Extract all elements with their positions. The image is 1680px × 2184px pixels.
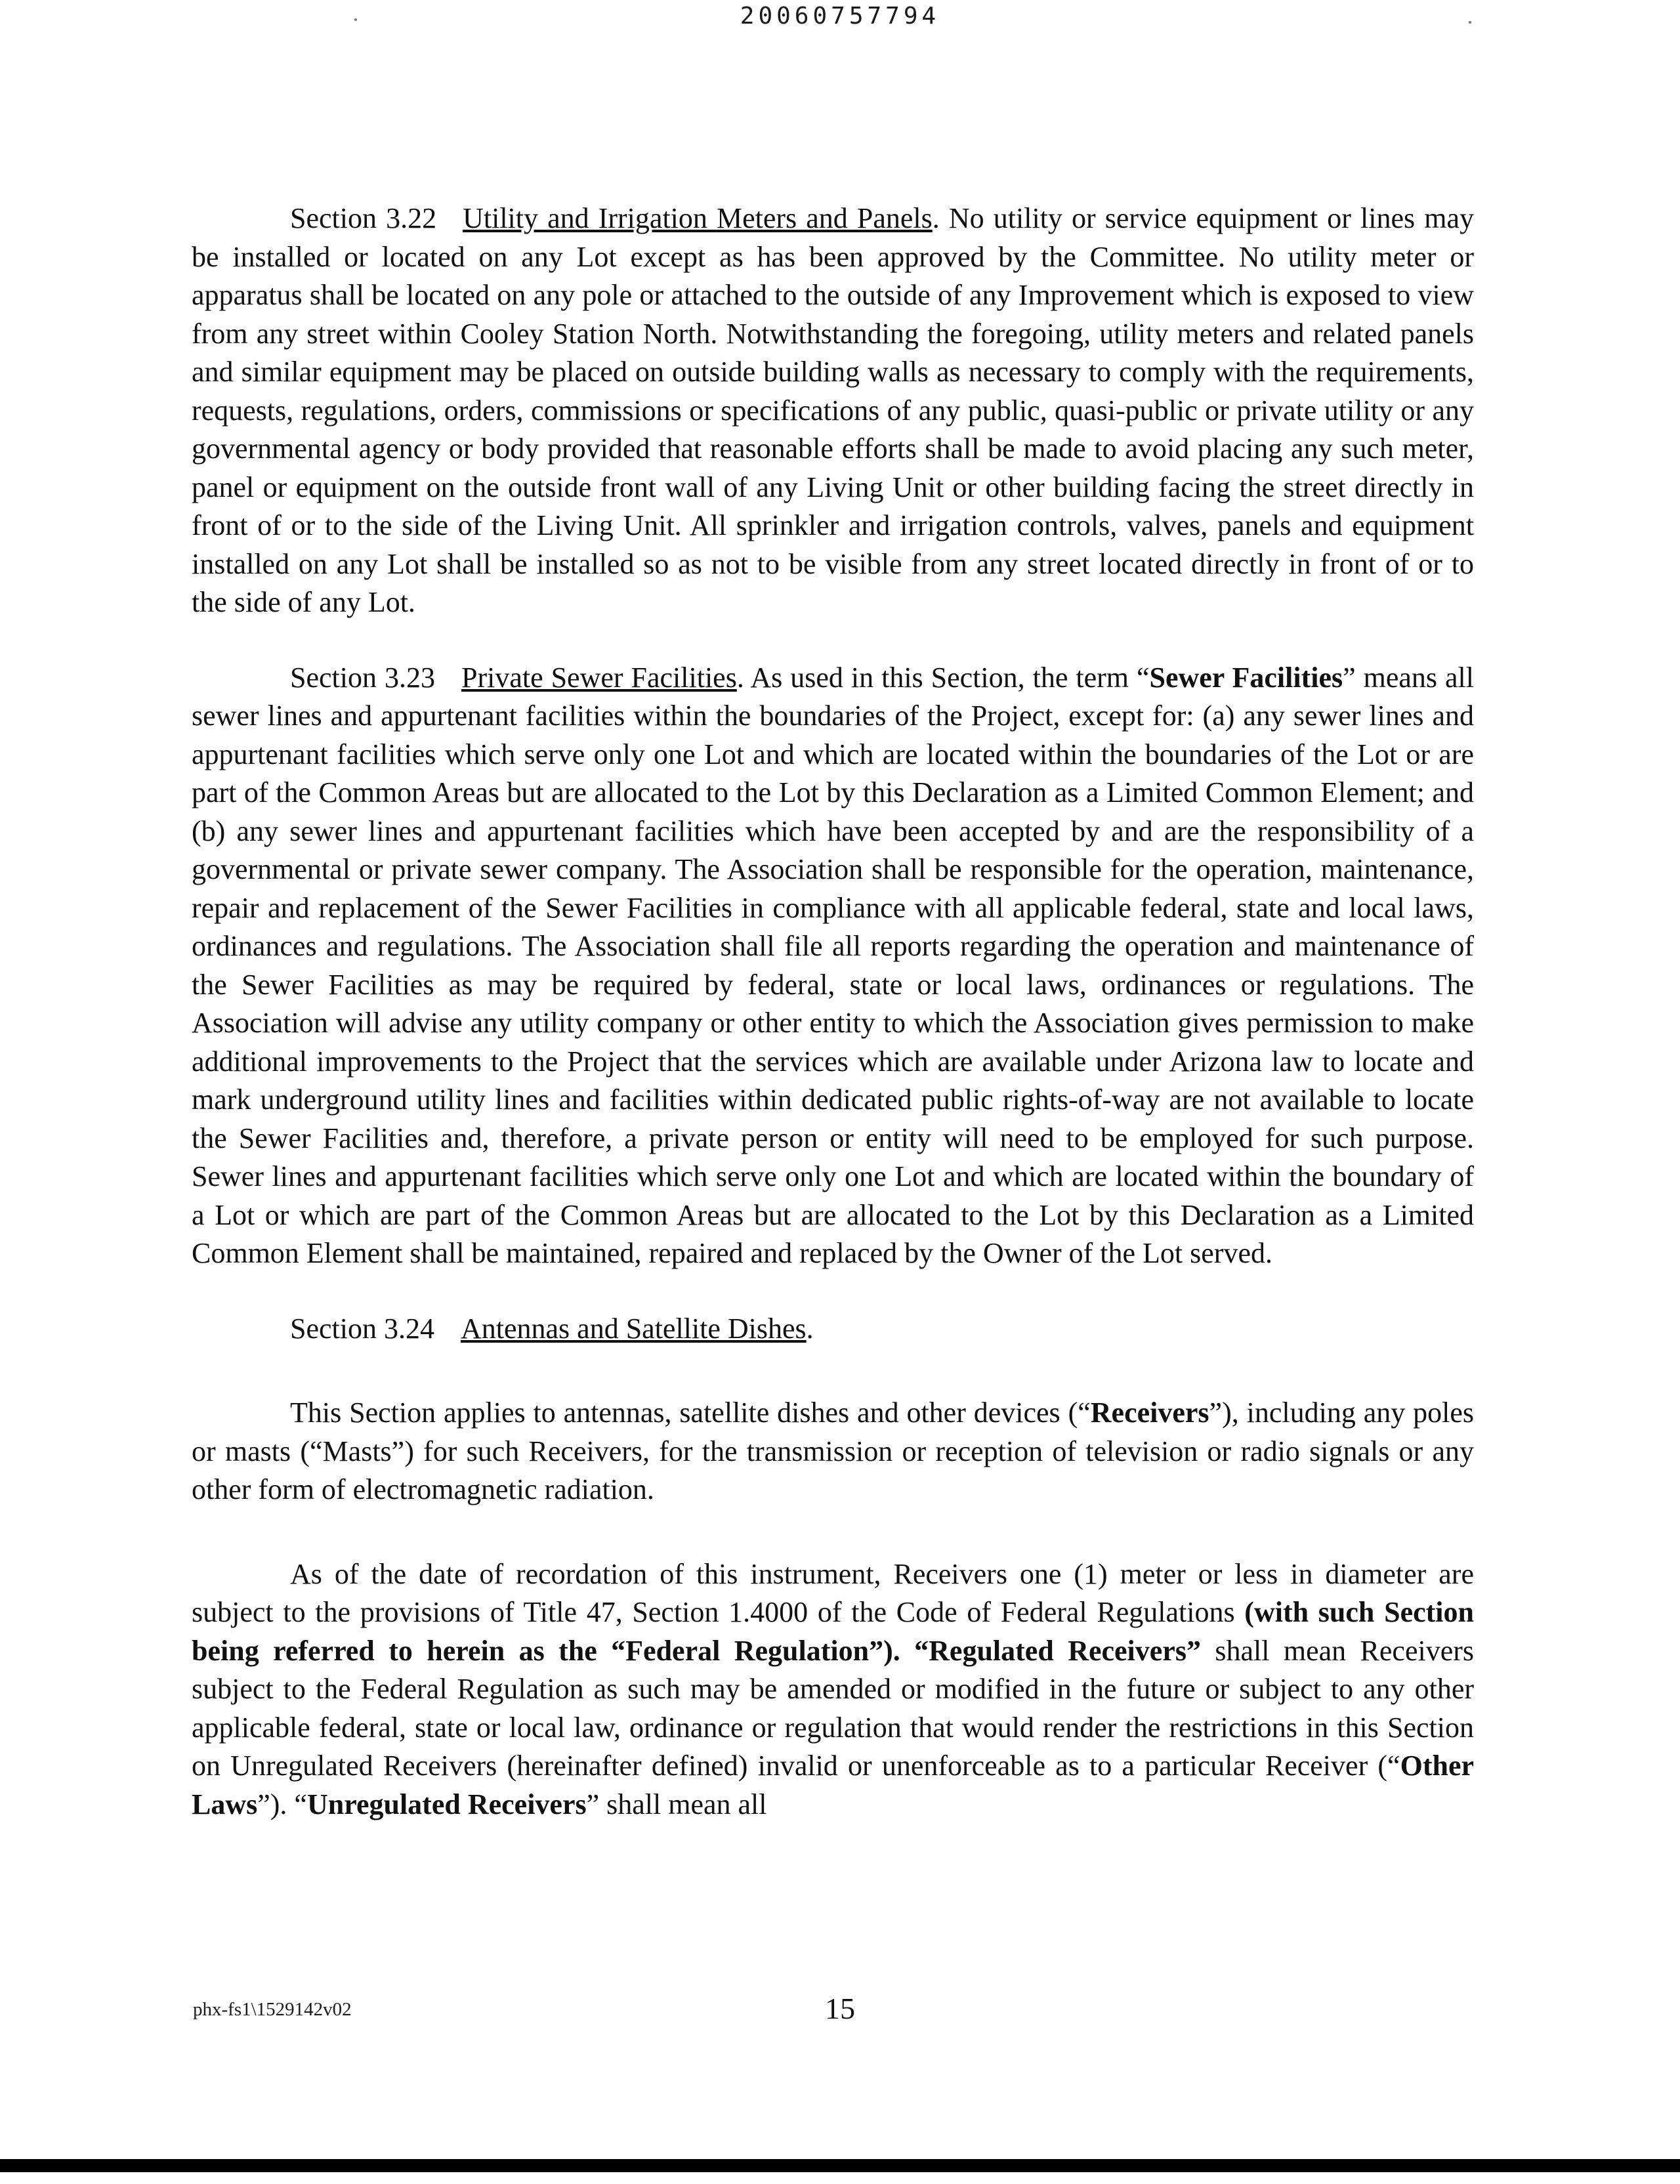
defined-term: (with such Section being referred to herein as the “Federal Regulation”). (192, 1596, 1474, 1667)
section-3-24-paragraph-1 (192, 1394, 1474, 1509)
section-heading: Antennas and Satellite Dishes (460, 1312, 807, 1345)
defined-term: “Regulated Receivers” (914, 1634, 1201, 1667)
paragraph-text (900, 1635, 914, 1667)
section-3-24-paragraph-2 (192, 1555, 1474, 1824)
section-text: . As used in this Section, the term “ (736, 661, 1150, 694)
section-heading: Utility and Irrigation Meters and Panels (463, 202, 933, 234)
page-number: 15 (825, 1992, 855, 2025)
section-number: Section 3.22 (290, 202, 437, 234)
footer-document-id: phx-fs1\1529142v02 (193, 1999, 352, 2020)
scan-speck (354, 18, 357, 21)
section-heading: Private Sewer Facilities (461, 661, 737, 694)
document-number: 20060757794 (740, 3, 940, 30)
scan-edge-bar (0, 2159, 1680, 2172)
defined-term: Sewer Facilities (1149, 661, 1343, 694)
paragraph-text: ” shall mean all (586, 1788, 767, 1820)
defined-term: Receivers (1090, 1396, 1209, 1429)
paragraph-text: ”). “ (257, 1788, 307, 1820)
section-text: ” means all sewer lines and appurtenant facilities within the boundaries of the Project, except for: (a) any sewer lines and appurtenant facilities which serve only one Lot and which are located within the boundaries of the Lot or are part of the Common Areas but are allocated to the Lot by this Declaration as a Limited Common Element; and (b) any sewer lines and appurtenant facilities which have been accepted by and are the responsibility of a governmental or private sewer company. The Association shall be responsible for the operation, maintenance, repair and replacement of the Sewer Facilities in compliance with all applicable federal, state and local laws, ordinances and regulations. The Association shall file all reports regarding the operation and maintenance of the Sewer Facilities as may be required by federal, state or local laws, ordinances or regulations. The Association will advise any utility company or other entity to which the Association gives permission to make additional improvements to the Project that the services which are available under Arizona law to locate and mark underground utility lines and facilities within dedicated public rights-of-way are not available to locate the Sewer Facilities and, therefore, a private person or entity will need to be employed for such purpose. Sewer lines and appurtenant facilities which serve only one Lot and which are located within the boundary of a Lot or which are part of the Common Areas but are allocated to the Lot by this Declaration as a Limited Common Element shall be maintained, repaired and replaced by the Owner of the Lot served. (192, 661, 1474, 1269)
section-number: Section 3.24 (290, 1312, 434, 1345)
section-text: . No utility or service equipment or lines may be installed or located on any Lot except as has been approved by the Committee. No utility meter or apparatus shall be located on any pole or attached to the outside of any Improvement which is exposed to view from any street within Cooley Station North. Notwithstanding the foregoing, utility meters and related panels and similar equipment may be placed on outside building walls as necessary to comply with the requirements, requests, regulations, orders, commissions or specifications of any public, quasi-public or private utility or any governmental agency or body provided that reasonable efforts shall be made to avoid placing any such meter, panel or equipment on the outside front wall of any Living Unit or other building facing the street directly in front of or to the side of the Living Unit. All sprinkler and irrigation controls, valves, panels and equipment installed on any Lot shall be installed so as not to be visible from any street located directly in front of or to the side of any Lot. (192, 202, 1474, 618)
paragraph-text: ”), including any poles or masts (“Masts”) for such Receivers, for the transmission or reception of television or radio signals or any other form of electromagnetic radiation. (192, 1396, 1474, 1505)
section-3-24-heading (192, 1310, 1474, 1349)
defined-term: Unregulated Receivers (306, 1788, 587, 1820)
paragraph-text: As of the date of recordation of this instrument, Receivers one (1) meter or less in diameter are subject to the provisions of Title 47, Section 1.4000 of the Code of Federal Regulations (192, 1557, 1474, 1628)
paragraph-text: shall mean Receivers subject to the Federal Regulation as such may be amended or modified in the future or subject to any other applicable federal, state or local law, ordinance or regulation that would render the restrictions in this Section on Unregulated Receivers (hereinafter defined) invalid or unenforceable as to a particular Receiver (“ (192, 1634, 1475, 1782)
scan-speck (1469, 21, 1471, 24)
page-body (192, 200, 1474, 1824)
defined-term: Other Laws (192, 1750, 1474, 1820)
section-number: Section 3.23 (290, 661, 435, 694)
paragraph-text: This Section applies to antennas, satellite dishes and other devices (“ (290, 1396, 1091, 1429)
section-3-23 (192, 659, 1474, 1273)
section-heading-period: . (806, 1312, 814, 1345)
section-3-22 (192, 200, 1474, 622)
